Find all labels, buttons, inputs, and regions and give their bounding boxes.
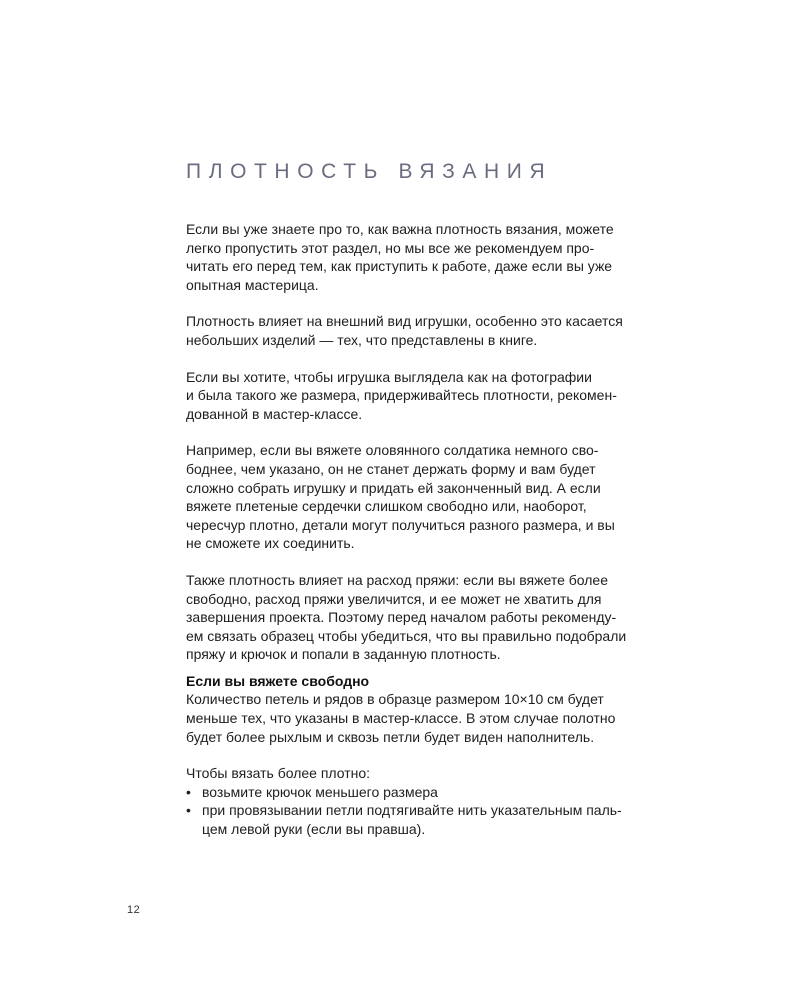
text-line: опытная мастерица. xyxy=(186,276,319,293)
text-line: Если вы уже знаете про то, как важна плотность вязания, можете xyxy=(186,221,614,237)
list-item xyxy=(186,801,656,838)
text-line: сложно собрать игрушку и придать ей законченный вид. А если xyxy=(186,479,601,496)
list-intro: Чтобы вязать более плотно: xyxy=(186,765,371,782)
text-line: не сможете их соединить. xyxy=(186,535,355,552)
paragraph-loose-knitting xyxy=(186,690,656,746)
text-line: ем связать образец чтобы убедиться, что вы правильно подобрали xyxy=(186,627,627,644)
article-body xyxy=(186,220,656,839)
text-line: читать его перед тем, как приступить к работе, даже если вы уже xyxy=(186,258,613,275)
text-line: Также плотность влияет на расход пряжи: если вы вяжете более xyxy=(186,571,608,588)
text-line: свободно, расход пряжи увеличится, и ее может не хватить для xyxy=(186,590,602,607)
text-line: дованной в мастер-классе. xyxy=(186,405,363,422)
paragraph-photo-match xyxy=(186,368,656,424)
text-line: Количество петель и рядов в образце размером 10×10 см будет xyxy=(186,691,604,708)
text-line: будет более рыхлым и сквозь петли будет виден наполнитель. xyxy=(186,728,595,745)
paragraph-yarn-usage xyxy=(186,571,656,664)
text-line: цем левой руки (если вы правша). xyxy=(202,821,426,838)
text-line: легко пропустить этот раздел, но мы все же рекомендуем про- xyxy=(186,239,595,256)
text-line: и была такого же размера, придерживайтесь плотности, рекомен- xyxy=(186,387,617,404)
page-title: ПЛОТНОСТЬ ВЯЗАНИЯ xyxy=(186,160,553,183)
text-line: завершения проекта. Поэтому перед началом работы рекоменду- xyxy=(186,609,617,626)
text-line: небольших изделий — тех, что представлены в книге. xyxy=(186,331,538,348)
text-line: Если вы хотите, чтобы игрушка выглядела как на фотографии xyxy=(186,368,592,385)
page-number: 12 xyxy=(127,904,141,916)
paragraph-example xyxy=(186,441,656,553)
text-line: пряжу и крючок и попали в заданную плотность. xyxy=(186,646,501,663)
bullet-icon: • xyxy=(186,802,191,819)
text-line: возьмите крючок меньшего размера xyxy=(202,783,438,800)
text-line: меньше тех, что указаны в мастер-классе. В этом случае полотно xyxy=(186,710,616,727)
text-line: Плотность влияет на внешний вид игрушки, особенно это касается xyxy=(186,313,623,330)
section-heading: Если вы вяжете свободно xyxy=(186,672,370,689)
text-line: при провязывании петли подтягивайте нить указательным паль- xyxy=(202,802,622,819)
tips-list xyxy=(186,783,656,839)
bullet-icon: • xyxy=(186,783,191,800)
paragraph-appearance xyxy=(186,312,656,349)
paragraph-intro xyxy=(186,220,656,294)
text-line: вяжете плетеные сердечки слишком свободно или, наоборот, xyxy=(186,498,587,515)
text-line: боднее, чем указано, он не станет держать форму и вам будет xyxy=(186,460,596,477)
list-item xyxy=(186,783,656,802)
text-line: чересчур плотно, детали могут получиться разного размера, и вы xyxy=(186,516,615,533)
text-line: Например, если вы вяжете оловянного солдатика немного сво- xyxy=(186,442,599,459)
